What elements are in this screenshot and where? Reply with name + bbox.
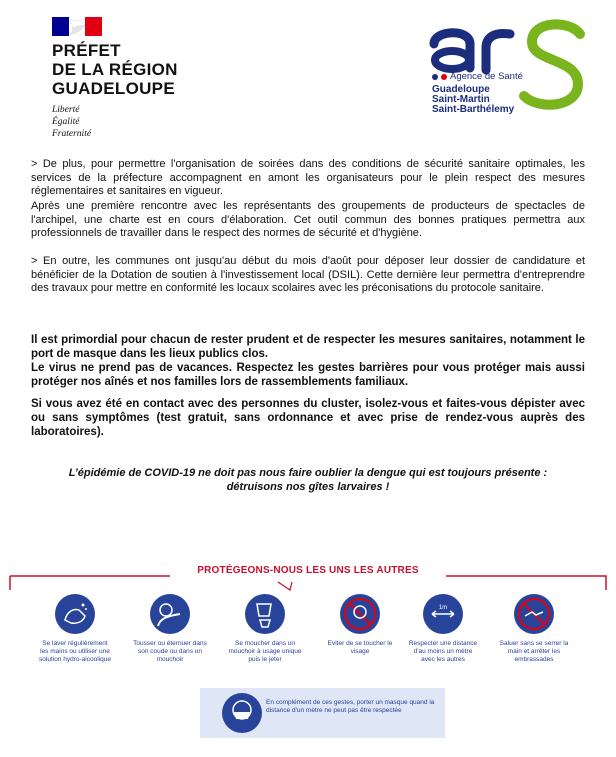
- gesture-tissue: [228, 594, 302, 665]
- prefet-line: PRÉFET: [52, 41, 121, 60]
- gesture-no-handshake: [497, 594, 571, 665]
- gesture-label: Tousser ou éternuer dans son coude ou dans un mouchoir: [133, 640, 207, 664]
- gesture-hand-wash: [38, 594, 112, 665]
- ars-subtitle: [432, 72, 523, 115]
- cough-elbow-icon: [150, 594, 190, 634]
- mask-panel: [200, 688, 445, 738]
- paragraph-soirees: > De plus, pour permettre l'organisation de soirées dans des conditions de sécurité sanitaire optimales, les services de la préfecture accompagnent en amont les organisateurs pour le plein respect des mesures réglementaires et sanitaires en vigueur.: [31, 158, 585, 198]
- ars-region: Saint-Martin: [432, 94, 490, 105]
- svg-text:1m: 1m: [438, 605, 448, 611]
- prefet-title: [52, 41, 178, 98]
- gesture-label: Se moucher dans un mouchoir à usage unique puis le jeter: [228, 640, 302, 664]
- paragraph-prudence: Il est primordial pour chacun de rester prudent et de respecter les mesures sanitaires, notamment le port de masque dans les lieux publics clos.: [31, 334, 585, 360]
- motto-line: Fraternité: [52, 129, 92, 139]
- gesture-cough-elbow: [133, 594, 207, 665]
- gesture-label: Respecter une distance d'au moins un mètre avec les autres: [408, 640, 478, 664]
- blue-dot-icon: [432, 74, 438, 80]
- paragraph-virus: Le virus ne prend pas de vacances. Respectez les gestes barrières pour vous protéger mais aussi protéger nos aînés et nos familles lors de rassemblements familiaux.: [31, 362, 585, 388]
- hand-wash-icon: [55, 594, 95, 634]
- no-face-touch-icon: [340, 594, 380, 634]
- gesture-label: Eviter de se toucher le visage: [327, 640, 393, 656]
- motto-line: Liberté: [52, 105, 80, 115]
- paragraph-charte: Après une première rencontre avec les représentants des groupements de producteurs de spectacles de l'archipel, une charte est en cours d'élaboration. Cet outil commun des bonnes pratiques permettra aux professionnels de travailler dans le respect des normes de sécurité et d'hygiène.: [31, 200, 585, 240]
- tissue-icon: [245, 594, 285, 634]
- paragraph-dsil: > En outre, les communes ont jusqu'au début du mois d'août pour déposer leur dossier de candidature et bénéficier de la Dotation de soutien à l'investissement local (DSIL). Cette dernière leur permettra d'entreprendre des travaux pour mettre en conformité les locaux scolaires avec les préconisations du protocole sanitaire.: [31, 255, 585, 295]
- mask-label: En complément de ces gestes, porter un masque quand la distance d'un mètre ne peut pas être respectée: [266, 699, 435, 715]
- mask-icon: [222, 693, 262, 733]
- gesture-label: Saluer sans se serrer la main et arrêter les embrassades: [499, 640, 569, 664]
- gesture-distance: [406, 594, 480, 665]
- ars-agence: [432, 72, 523, 82]
- gesture-no-face-touch: [323, 594, 397, 656]
- republic-motto: [52, 104, 91, 140]
- ars-region: Guadeloupe: [432, 84, 490, 95]
- dengue-message: [31, 466, 585, 494]
- agence-label: Agence de Santé: [450, 71, 523, 82]
- no-handshake-icon: [514, 594, 554, 634]
- dengue-line: détruisons nos gîtes larvaires !: [226, 481, 390, 493]
- red-dot-icon: [441, 74, 447, 80]
- prefet-line: GUADELOUPE: [52, 79, 175, 98]
- marianne-logo: [52, 17, 102, 36]
- infographic-title: PROTÉGEONS-NOUS LES UNS LES AUTRES: [197, 565, 419, 576]
- gesture-label: Se laver régulièrement les mains ou utiliser une solution hydro-alcoolique: [39, 640, 111, 664]
- dengue-line: L’épidémie de COVID-19 ne doit pas nous faire oublier la dengue qui est toujours présente :: [68, 467, 548, 479]
- paragraph-cluster: Si vous avez été en contact avec des personnes du cluster, isolez-vous et faites-vous dépister avec ou sans symptômes (test gratuit, sans ordonnance et avec prise de rendez-vous auprès des laboratoires).: [31, 398, 585, 438]
- distance-icon: [423, 594, 463, 634]
- prefet-line: DE LA RÉGION: [52, 60, 178, 79]
- ars-region: Saint-Barthélemy: [432, 104, 515, 115]
- motto-line: Égalité: [52, 117, 80, 127]
